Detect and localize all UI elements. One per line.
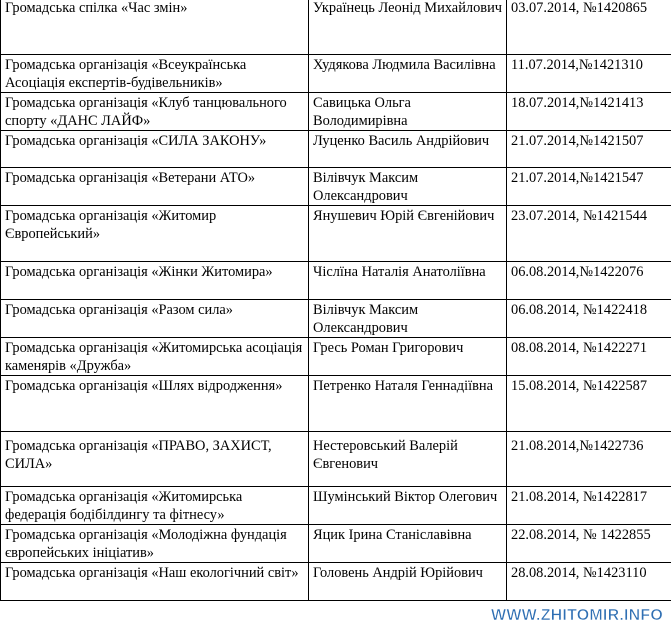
table-row <box>1 168 671 206</box>
org-name-cell: Громадська організація «Ветерани АТО» <box>1 168 309 206</box>
org-name-cell: Громадська організація «Шлях відродження» <box>1 376 309 432</box>
site-watermark: WWW.ZHITOMIR.INFO <box>491 607 663 624</box>
person-name-cell: Худякова Людмила Василівна <box>309 55 507 93</box>
person-name-cell: Янушевич Юрій Євгенійович <box>309 206 507 262</box>
registration-cell: 08.08.2014, №1422271 <box>507 338 671 376</box>
table-row <box>1 93 671 131</box>
table-row <box>1 262 671 300</box>
registration-cell: 18.07.2014,№1421413 <box>507 93 671 131</box>
table-row <box>1 487 671 525</box>
org-name-cell: Громадська організація «Разом сила» <box>1 300 309 338</box>
table-row <box>1 376 671 432</box>
person-name-cell: Чіслїна Наталія Анатоліївна <box>309 262 507 300</box>
registration-cell: 22.08.2014, № 1422855 <box>507 525 671 563</box>
table-row <box>1 0 671 55</box>
registration-cell: 03.07.2014, №1420865 <box>507 0 671 55</box>
person-name-cell: Нестеровський Валерій Євгенович <box>309 432 507 487</box>
registration-cell: 28.08.2014, №1423110 <box>507 563 671 601</box>
org-name-cell: Громадська організація «Жінки Житомира» <box>1 262 309 300</box>
org-name-cell: Громадська організація «Всеукраїнська Асоціація експертів-будівельників» <box>1 55 309 93</box>
table-row <box>1 206 671 262</box>
org-name-cell: Громадська організація «Житомирська асоціація каменярів «Дружба» <box>1 338 309 376</box>
org-name-cell: Громадська організація «Житомир Європейський» <box>1 206 309 262</box>
person-name-cell: Савицька Ольга Володимирівна <box>309 93 507 131</box>
org-name-cell: Громадська спілка «Час змін» <box>1 0 309 55</box>
table-row <box>1 563 671 601</box>
org-name-cell: Громадська організація «Молодіжна фундація європейських ініціатив» <box>1 525 309 563</box>
registration-cell: 11.07.2014,№1421310 <box>507 55 671 93</box>
table-row <box>1 338 671 376</box>
org-name-cell: Громадська організація «ПРАВО, ЗАХИСТ, СИЛА» <box>1 432 309 487</box>
person-name-cell: Вілівчук Максим Олександрович <box>309 300 507 338</box>
registration-cell: 06.08.2014,№1422076 <box>507 262 671 300</box>
person-name-cell: Луценко Василь Андрійович <box>309 131 507 168</box>
registration-cell: 06.08.2014, №1422418 <box>507 300 671 338</box>
table-row <box>1 432 671 487</box>
table-row <box>1 55 671 93</box>
registration-cell: 15.08.2014, №1422587 <box>507 376 671 432</box>
person-name-cell: Головень Андрій Юрійович <box>309 563 507 601</box>
person-name-cell: Вілівчук Максим Олександрович <box>309 168 507 206</box>
table-row <box>1 300 671 338</box>
org-name-cell: Громадська організація «Наш екологічний світ» <box>1 563 309 601</box>
registration-cell: 21.07.2014,№1421547 <box>507 168 671 206</box>
table-row <box>1 131 671 168</box>
registration-cell: 21.08.2014, №1422817 <box>507 487 671 525</box>
person-name-cell: Українець Леонід Михайлович <box>309 0 507 55</box>
registration-cell: 21.08.2014,№1422736 <box>507 432 671 487</box>
org-name-cell: Громадська організація «СИЛА ЗАКОНУ» <box>1 131 309 168</box>
registration-cell: 21.07.2014,№1421507 <box>507 131 671 168</box>
person-name-cell: Шумінський Віктор Олегович <box>309 487 507 525</box>
person-name-cell: Петренко Наталя Геннадіївна <box>309 376 507 432</box>
registration-cell: 23.07.2014, №1421544 <box>507 206 671 262</box>
table-row <box>1 525 671 563</box>
org-name-cell: Громадська організація «Житомирська федерація бодібілдингу та фітнесу» <box>1 487 309 525</box>
person-name-cell: Гресь Роман Григорович <box>309 338 507 376</box>
person-name-cell: Яцик Ірина Станіславівна <box>309 525 507 563</box>
org-name-cell: Громадська організація «Клуб танцювального спорту «ДАНС ЛАЙФ» <box>1 93 309 131</box>
